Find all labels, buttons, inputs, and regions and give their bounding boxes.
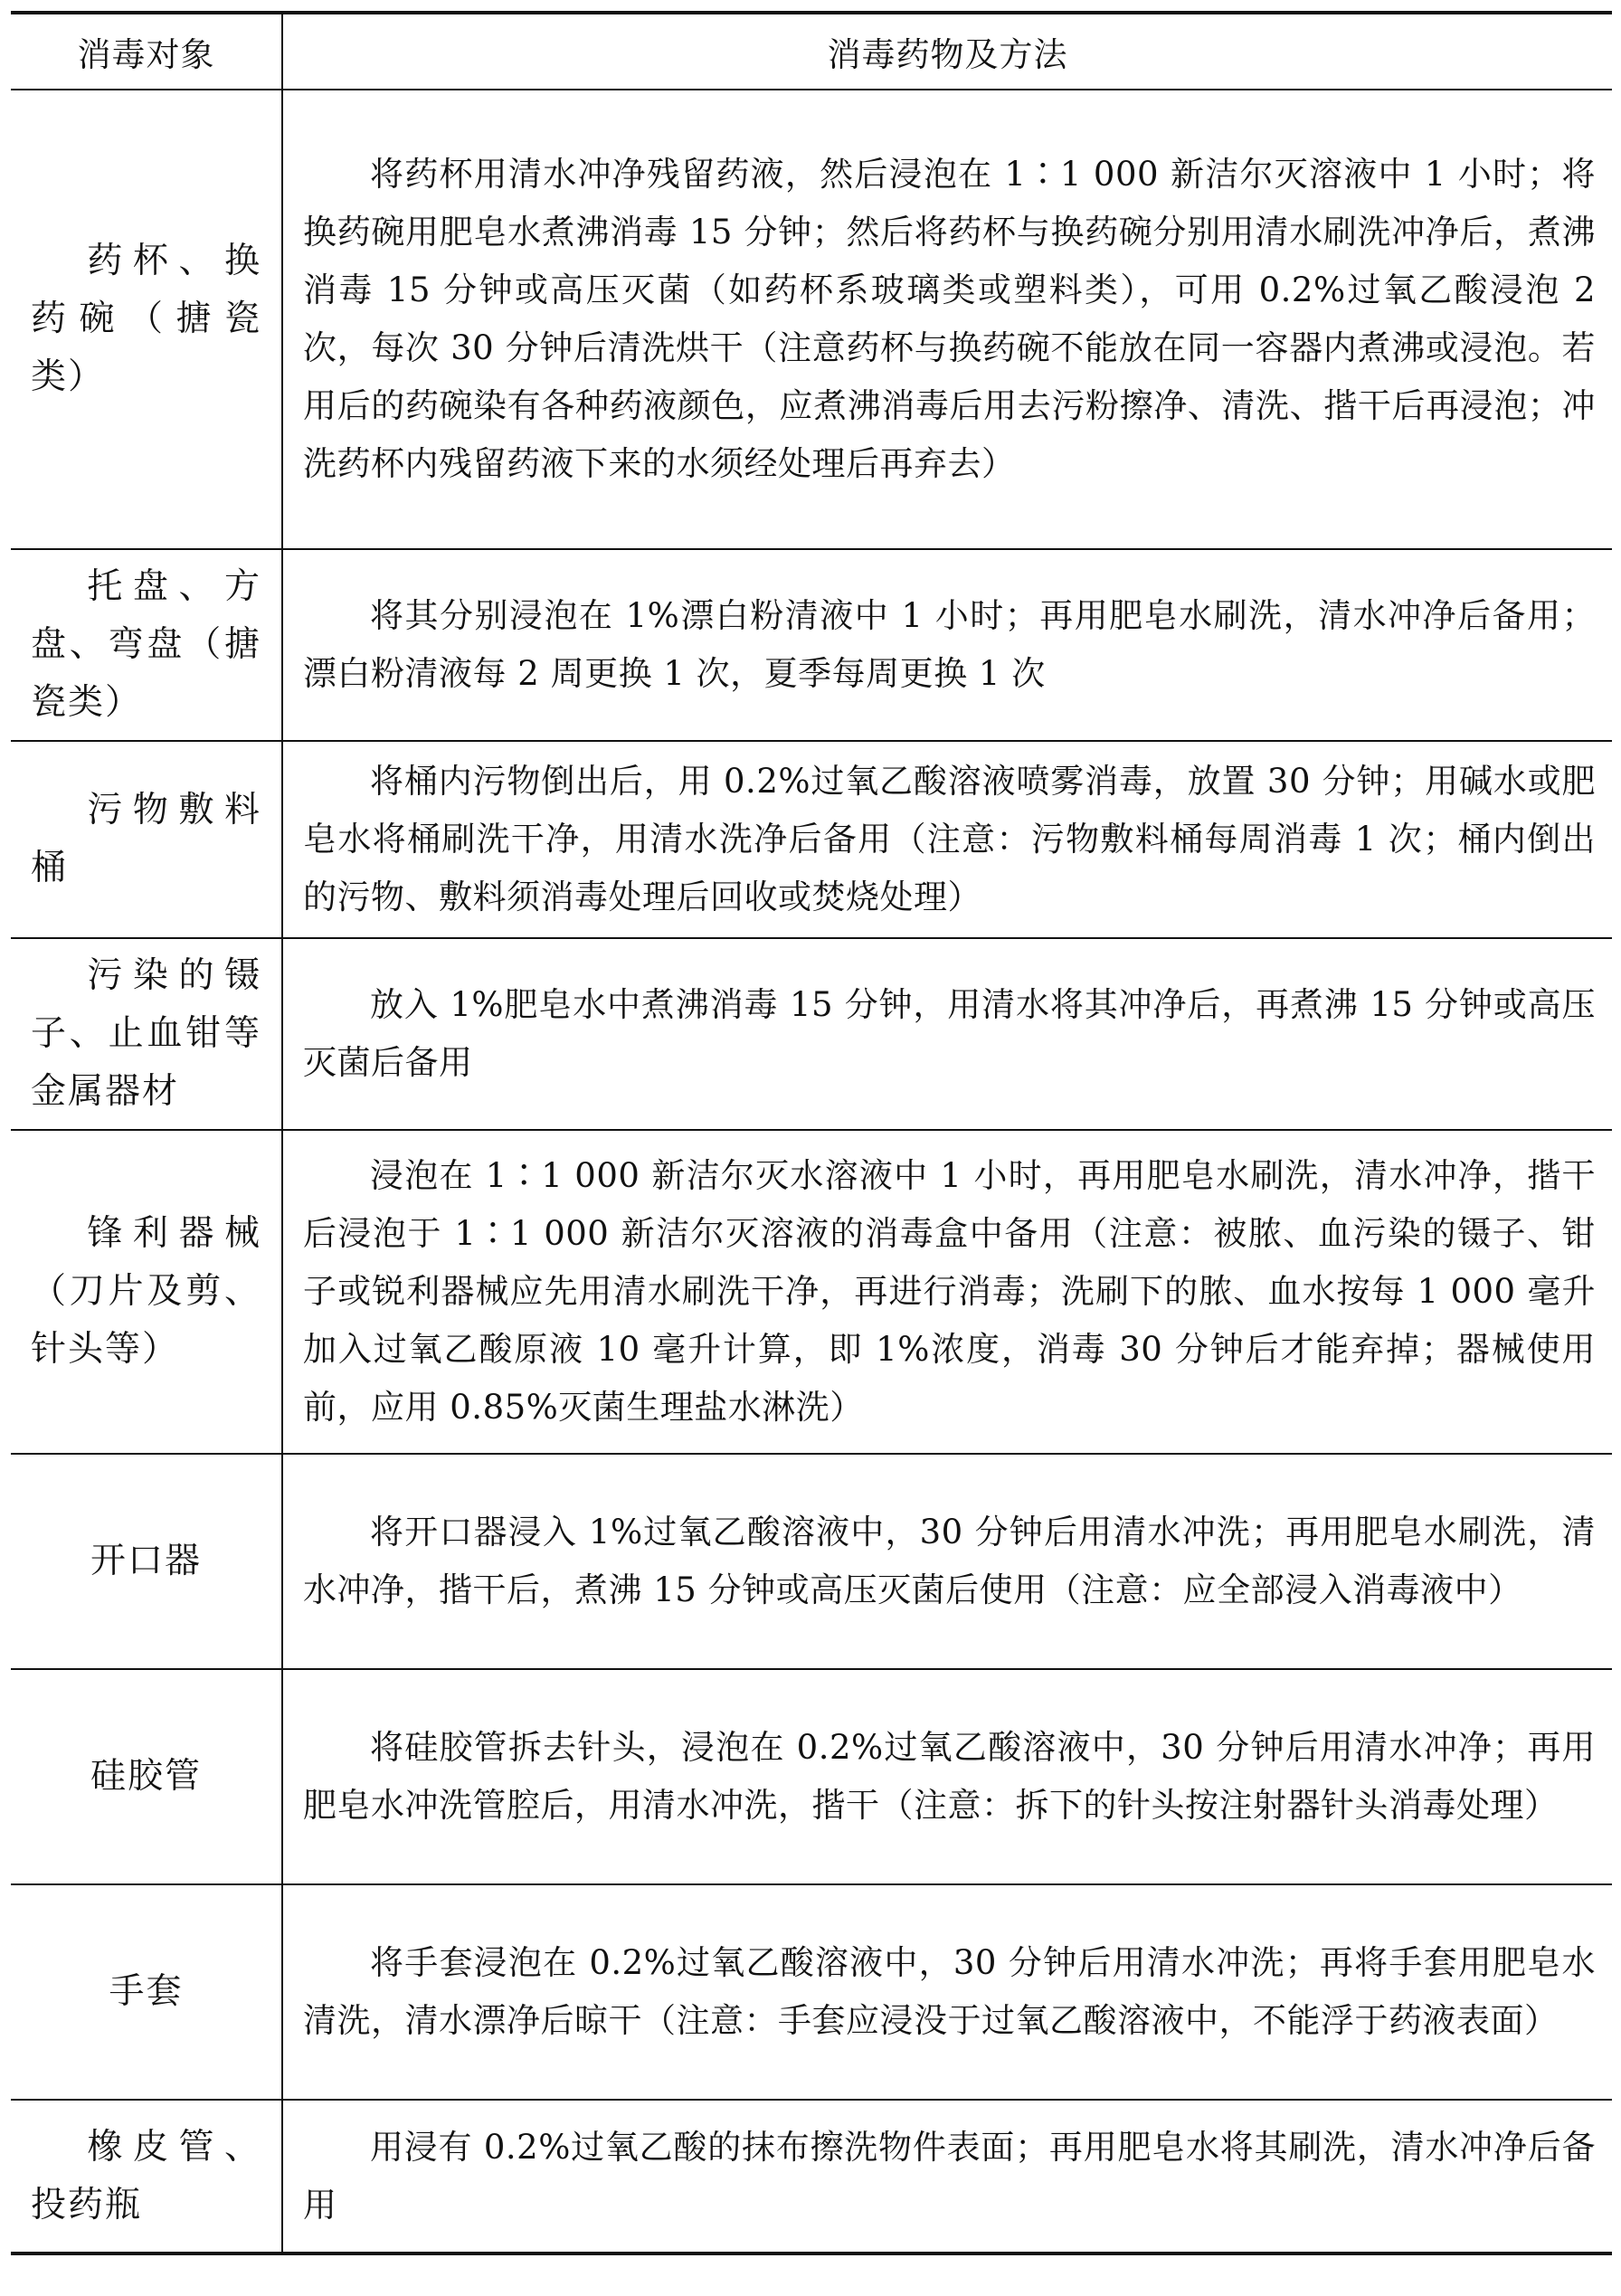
document-page [11, 11, 1612, 2255]
method-cell: 放入 1%肥皂水中煮沸消毒 15 分钟，用清水将其冲净后，再煮沸 15 分钟或高压灭菌后备用 [282, 938, 1612, 1130]
method-cell: 将开口器浸入 1%过氧乙酸溶液中，30 分钟后用清水冲洗；再用肥皂水刷洗，清水冲净，揩干后，煮沸 15 分钟或高压灭菌后使用（注意：应全部浸入消毒液中） [282, 1454, 1612, 1669]
table-body [11, 90, 1612, 2253]
table-row [11, 1884, 1612, 2100]
disinfection-table [11, 11, 1612, 2255]
object-cell: 开口器 [11, 1454, 282, 1669]
object-cell: 锋利器械（刀片及剪、针头等） [11, 1130, 282, 1454]
object-cell: 手套 [11, 1884, 282, 2100]
header-object: 消毒对象 [11, 13, 282, 90]
table-header [11, 13, 1612, 90]
table-row [11, 549, 1612, 741]
table-row [11, 938, 1612, 1130]
object-cell: 橡皮管、投药瓶 [11, 2100, 282, 2253]
object-cell: 污物敷料桶 [11, 741, 282, 938]
table-row [11, 90, 1612, 549]
method-cell: 将其分别浸泡在 1%漂白粉清液中 1 小时；再用肥皂水刷洗，清水冲净后备用；漂白粉清液每 2 周更换 1 次，夏季每周更换 1 次 [282, 549, 1612, 741]
object-cell: 硅胶管 [11, 1669, 282, 1884]
table-row [11, 1454, 1612, 1669]
object-cell: 药杯、换药碗（搪瓷类） [11, 90, 282, 549]
table-row [11, 1130, 1612, 1454]
method-cell: 将桶内污物倒出后，用 0.2%过氧乙酸溶液喷雾消毒，放置 30 分钟；用碱水或肥皂水将桶刷洗干净，用清水洗净后备用（注意：污物敷料桶每周消毒 1 次；桶内倒出的污物、敷料须消毒处理后回收或焚烧处理） [282, 741, 1612, 938]
object-cell: 污染的镊子、止血钳等金属器材 [11, 938, 282, 1130]
method-cell: 用浸有 0.2%过氧乙酸的抹布擦洗物件表面；再用肥皂水将其刷洗，清水冲净后备用 [282, 2100, 1612, 2253]
method-cell: 将药杯用清水冲净残留药液，然后浸泡在 1∶1 000 新洁尔灭溶液中 1 小时；将换药碗用肥皂水煮沸消毒 15 分钟；然后将药杯与换药碗分别用清水刷洗冲净后，煮沸消毒 15 分钟或高压灭菌（如药杯系玻璃类或塑料类），可用 0.2%过氧乙酸浸泡 2 次，每次 30 分钟后清洗烘干（注意药杯与换药碗不能放在同一容器内煮沸或浸泡。若用后的药碗染有各种药液颜色，应煮沸消毒后用去污粉擦净、清洗、揩干后再浸泡；冲洗药杯内残留药液下来的水须经处理后再弃去） [282, 90, 1612, 549]
object-cell: 托盘、方盘、弯盘（搪瓷类） [11, 549, 282, 741]
table-row [11, 741, 1612, 938]
method-cell: 将硅胶管拆去针头，浸泡在 0.2%过氧乙酸溶液中，30 分钟后用清水冲净；再用肥皂水冲洗管腔后，用清水冲洗，揩干（注意：拆下的针头按注射器针头消毒处理） [282, 1669, 1612, 1884]
header-row [11, 13, 1612, 90]
method-cell: 浸泡在 1∶1 000 新洁尔灭水溶液中 1 小时，再用肥皂水刷洗，清水冲净，揩干后浸泡于 1∶1 000 新洁尔灭溶液的消毒盒中备用（注意：被脓、血污染的镊子、钳子或锐利器械应先用清水刷洗干净，再进行消毒；洗刷下的脓、血水按每 1 000 毫升加入过氧乙酸原液 10 毫升计算，即 1%浓度，消毒 30 分钟后才能弃掉；器械使用前，应用 0.85%灭菌生理盐水淋洗） [282, 1130, 1612, 1454]
table-row [11, 2100, 1612, 2253]
header-method: 消毒药物及方法 [282, 13, 1612, 90]
method-cell: 将手套浸泡在 0.2%过氧乙酸溶液中，30 分钟后用清水冲洗；再将手套用肥皂水清洗，清水漂净后晾干（注意：手套应浸没于过氧乙酸溶液中，不能浮于药液表面） [282, 1884, 1612, 2100]
table-row [11, 1669, 1612, 1884]
